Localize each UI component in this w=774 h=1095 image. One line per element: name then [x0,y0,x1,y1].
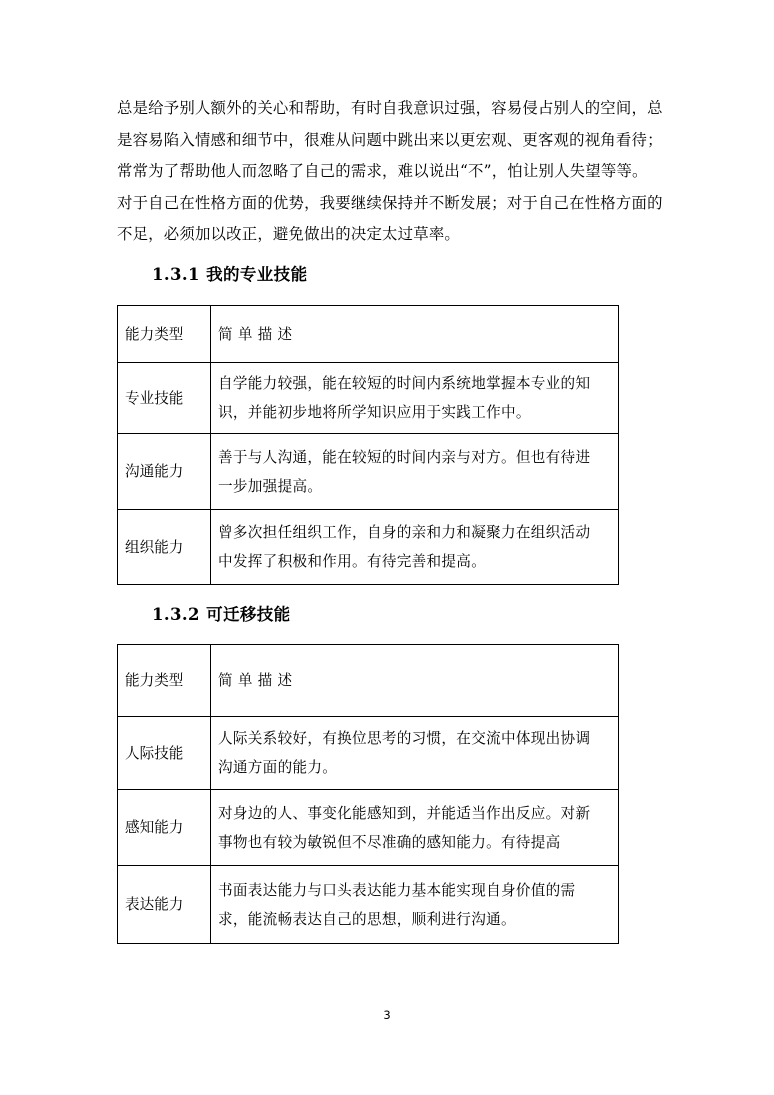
skill-type-cell: 人际技能 [118,717,211,790]
desc-line: 识，并能初步地将所学知识应用于实践工作中。 [218,404,531,421]
table-row [118,866,619,944]
skill-desc-cell [211,510,619,585]
desc-line: 自学能力较强，能在较短的时间内系统地掌握本专业的知 [218,375,591,392]
professional-skills-table [117,305,619,585]
intro-line: 总是给予别人额外的关心和帮助，有时自我意识过强，容易侵占别人的空间，总 [117,99,663,117]
header-type-cell: 能力类型 [118,645,211,717]
table-row [118,510,619,585]
skill-desc-cell [211,363,619,434]
desc-line: 中发挥了积极和作用。有待完善和提高。 [218,553,487,570]
table-row [118,434,619,510]
skill-type-cell: 沟通能力 [118,434,211,510]
intro-paragraph [117,93,662,251]
table-header-row [118,306,619,363]
intro-line: 不足，必须加以改正，避免做出的决定太过草率。 [117,225,460,244]
skill-type-cell: 感知能力 [118,790,211,866]
desc-line: 沟通方面的能力。 [218,759,338,776]
table-row [118,790,619,866]
desc-line: 人际关系较好，有换位思考的习惯，在交流中体现出协调 [218,730,591,747]
header-desc-cell: 简 单 描 述 [211,645,619,717]
skill-desc-cell [211,434,619,510]
desc-line: 求，能流畅表达自己的思想，顺利进行沟通。 [218,910,516,928]
page-number: 3 [383,1008,391,1022]
intro-line: 是容易陷入情感和细节中，很难从问题中跳出来以更宏观、更客观的视角看待； [117,130,663,149]
desc-line: 曾多次担任组织工作，自身的亲和力和凝聚力在组织活动 [218,524,591,541]
desc-line: 对身边的人、事变化能感知到，并能适当作出反应。对新 [218,804,591,822]
desc-line: 事物也有较为敏锐但不尽准确的感知能力。有待提高 [218,833,561,851]
transferable-skills-table [117,644,619,944]
skill-type-cell: 表达能力 [118,866,211,944]
desc-line: 书面表达能力与口头表达能力基本能实现自身价值的需 [218,881,576,899]
skill-type-cell: 专业技能 [118,363,211,434]
intro-line: 常常为了帮助他人而忽略了自己的需求，难以说出“不”，怕让别人失望等等。 [117,162,648,181]
section-heading-professional-skills: 1.3.1 我的专业技能 [152,265,308,284]
header-desc-cell: 简 单 描 述 [211,306,619,363]
desc-line: 一步加强提高。 [218,477,323,495]
skill-desc-cell [211,717,619,790]
table-row [118,717,619,790]
skill-type-cell: 组织能力 [118,510,211,585]
intro-line: 对于自己在性格方面的优势，我要继续保持并不断发展；对于自己在性格方面的 [117,193,663,212]
desc-line: 善于与人沟通，能在较短的时间内亲与对方。但也有待进 [218,448,591,466]
header-type-cell: 能力类型 [118,306,211,363]
table-row [118,363,619,434]
section-heading-transferable-skills: 1.3.2 可迁移技能 [152,605,291,624]
skill-desc-cell [211,866,619,944]
table-header-row [118,645,619,717]
skill-desc-cell [211,790,619,866]
